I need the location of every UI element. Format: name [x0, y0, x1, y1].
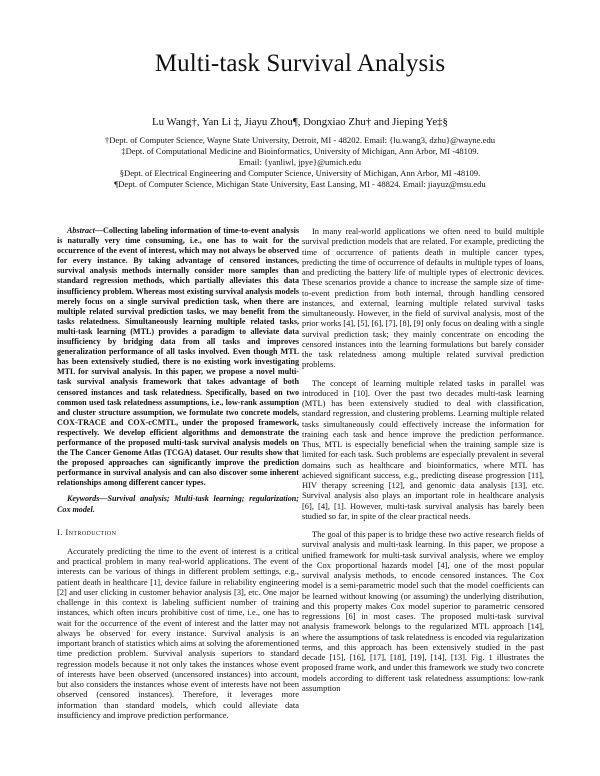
affiliation-umich-email: Email: {yanliwl, jpye}@umich.edu — [238, 157, 362, 167]
abstract-text: —Collecting labeling information of time-to-event analysis is naturally very time consuming, i.e., one has to wait for the occurrence of the event of interest, which may not always be observed for every instance. By taking advantage of censored instances, survival analysis methods internally consider more samples than standard regression methods, which partially alleviates this data insufficiency problem. Whereas most existing survival analysis models merely focus on a single survival prediction task, when there are multiple related survival prediction tasks, we may benefit from the tasks relatedness. Simultaneously learning multiple related tasks, multi-task learning (MTL) provides a paradigm to alleviate data insufficiency by bridging data from all tasks and improves generalization performance of all tasks involved. Even though MTL has been extensively studied, there is no existing work investigating MTL for survival analysis. In this paper, we propose a novel multi-task survival analysis framework that takes advantage of both censored instances and task relatedness. Specifically, based on two common used task relatedness assumptions, i.e., low-rank assumption and cluster structure assumption, we formulate two concrete models, COX-TRACE and COX-cCMTL, under the proposed framework, respectively. We develop efficient algorithms and demonstrate the performance of the proposed multi-task survival analysis models on the The Cancer Genome Atlas (TCGA) dataset. Our results show that the proposed approaches can significantly improve the prediction performance in survival analysis and can also discover some inherent relationships among different cancer types. — [57, 226, 299, 488]
intro-paragraph: Accurately predicting the time to the event of interest is a critical and practical problem in many real-world applications. The event of interests can be various of things in different problem settings, e.g., patient death in healthcare [1], device failure in reliability engineering [2] and user clicking in customer behavior analysis [3], etc. One major challenge in this context is labeling sufficient number of training instances, which often incurs prohibitive cost of time, i.e., one has to wait for the occurrence of the event of interest and the latter may not always be observed for every instance. Survival analysis is an important branch of statistics which aims at solving the aforementioned time prediction problem. Survival analysis superiors to standard regression models because it not only takes the instances whose event of interests have been observed (uncensored instances) into account, but also considers the instances whose event of interests have not been observed (censored instances). Therefore, it leverages more information than standard models, which could alleviate data insufficiency and improve prediction performance. — [57, 545, 299, 720]
keywords-text: —Survival analysis; Multi-task learning; regularization; Cox model. — [57, 494, 299, 514]
paper-title: Multi-task Survival Analysis — [154, 50, 446, 77]
section-heading-introduction: I. Introduction — [57, 526, 117, 537]
keywords-label: Keywords — [67, 494, 100, 504]
affiliation-msu: ¶Dept. of Computer Science, Michigan State University, East Lansing, MI - 48824. Email: jiayuz@msu.edu — [114, 179, 486, 189]
affiliation-umich-eecs: §Dept. of Electrical Engineering and Computer Science, University of Michigan, Ann Arbor, MI -48109. — [119, 168, 481, 178]
left-column — [57, 226, 299, 720]
intro-paragraph-goal: The goal of this paper is to bridge these two active research fields of survival analysis and multi-task learning. In this paper, we propose a unified framework for multi-task survival analysis, where we employ the Cox proportional hazards model [4], one of the most popular survival analysis methods, to encode censored instances. The Cox model is a semi-parametric model such that the model coefficients can be learned without knowing (or assuming) the underlying distribution, and this property makes Cox model superior to parametric censored regressions [6] in most cases. The proposed multi-task survival analysis framework belongs to the regularized MTL approach [14], where the assumptions of task relatedness is encoded via regularization terms, and this approach has been extensively studied in the past decade [15], [16], [17], [18], [19], [14], [13]. Fig. 1 illustrates the proposed frame work, and under this framework we study two concrete models according to different task relatedness assumptions: low-rank assumption — [302, 529, 544, 693]
abstract — [57, 226, 299, 488]
intro-paragraph-mtl: The concept of learning multiple related tasks in parallel was introduced in [10]. Over the past two decades multi-task learning (MTL) has been extensively studied to deal with classification, standard regression, and clustering problems. Learning multiple related tasks simultaneously could effectively increase the information for training each task and hence improve the prediction performance. Thus, MTL is especially beneficial when the training sample size is limited for each task. Such problems are especially prevalent in several domains such as healthcare and bioinformatics, where MTL has achieved significant success, e.g., predicting disease progression [11], HIV therapy screening [12], and genomic data analysis [13], etc. Survival analysis also plays an important role in healthcare analysis [6], [4], [1]. However, multi-task survival analysis has barely been studied so far, in spite of the clear practical needs. — [302, 377, 544, 521]
keywords — [57, 494, 299, 514]
intro-paragraph-applications: In many real-world applications we often need to build multiple survival prediction models that are related. For example, predicting the time of occurrence of patients death in multiple cancer types, predicting the time of occurrence of defaults in multiple types of loans, and predicting the battery life of multiple types of electronic devices. These scenarios provide a chance to increase the sample size of time-to-event prediction from both internal, through handling censored instances, and external, learning multiple related survival tasks simultaneously. However, in the field of survival analysis, most of the prior works [4], [5], [6], [7], [8], [9] only focus on dealing with a single survival prediction task; they mainly concentrate on encoding the censored instances into the learning formulations but barely consider the task relatedness among multiple related survival prediction problems. — [302, 226, 544, 370]
right-column — [302, 226, 544, 693]
abstract-label: Abstract — [67, 226, 95, 235]
affiliation-umich-bioinformatics: ‡Dept. of Computational Medicine and Bioinformatics, University of Michigan, Ann Arbor, MI -48109. — [121, 146, 479, 156]
affiliation-wayne: †Dept. of Computer Science, Wayne State University, Detroit, MI - 48202. Email: {lu.wang3, dzhu}@wayne.edu — [104, 135, 496, 145]
author-list: Lu Wang†, Yan Li ‡, Jiayu Zhou¶, Dongxiao Zhu† and Jieping Ye‡§ — [152, 116, 448, 128]
